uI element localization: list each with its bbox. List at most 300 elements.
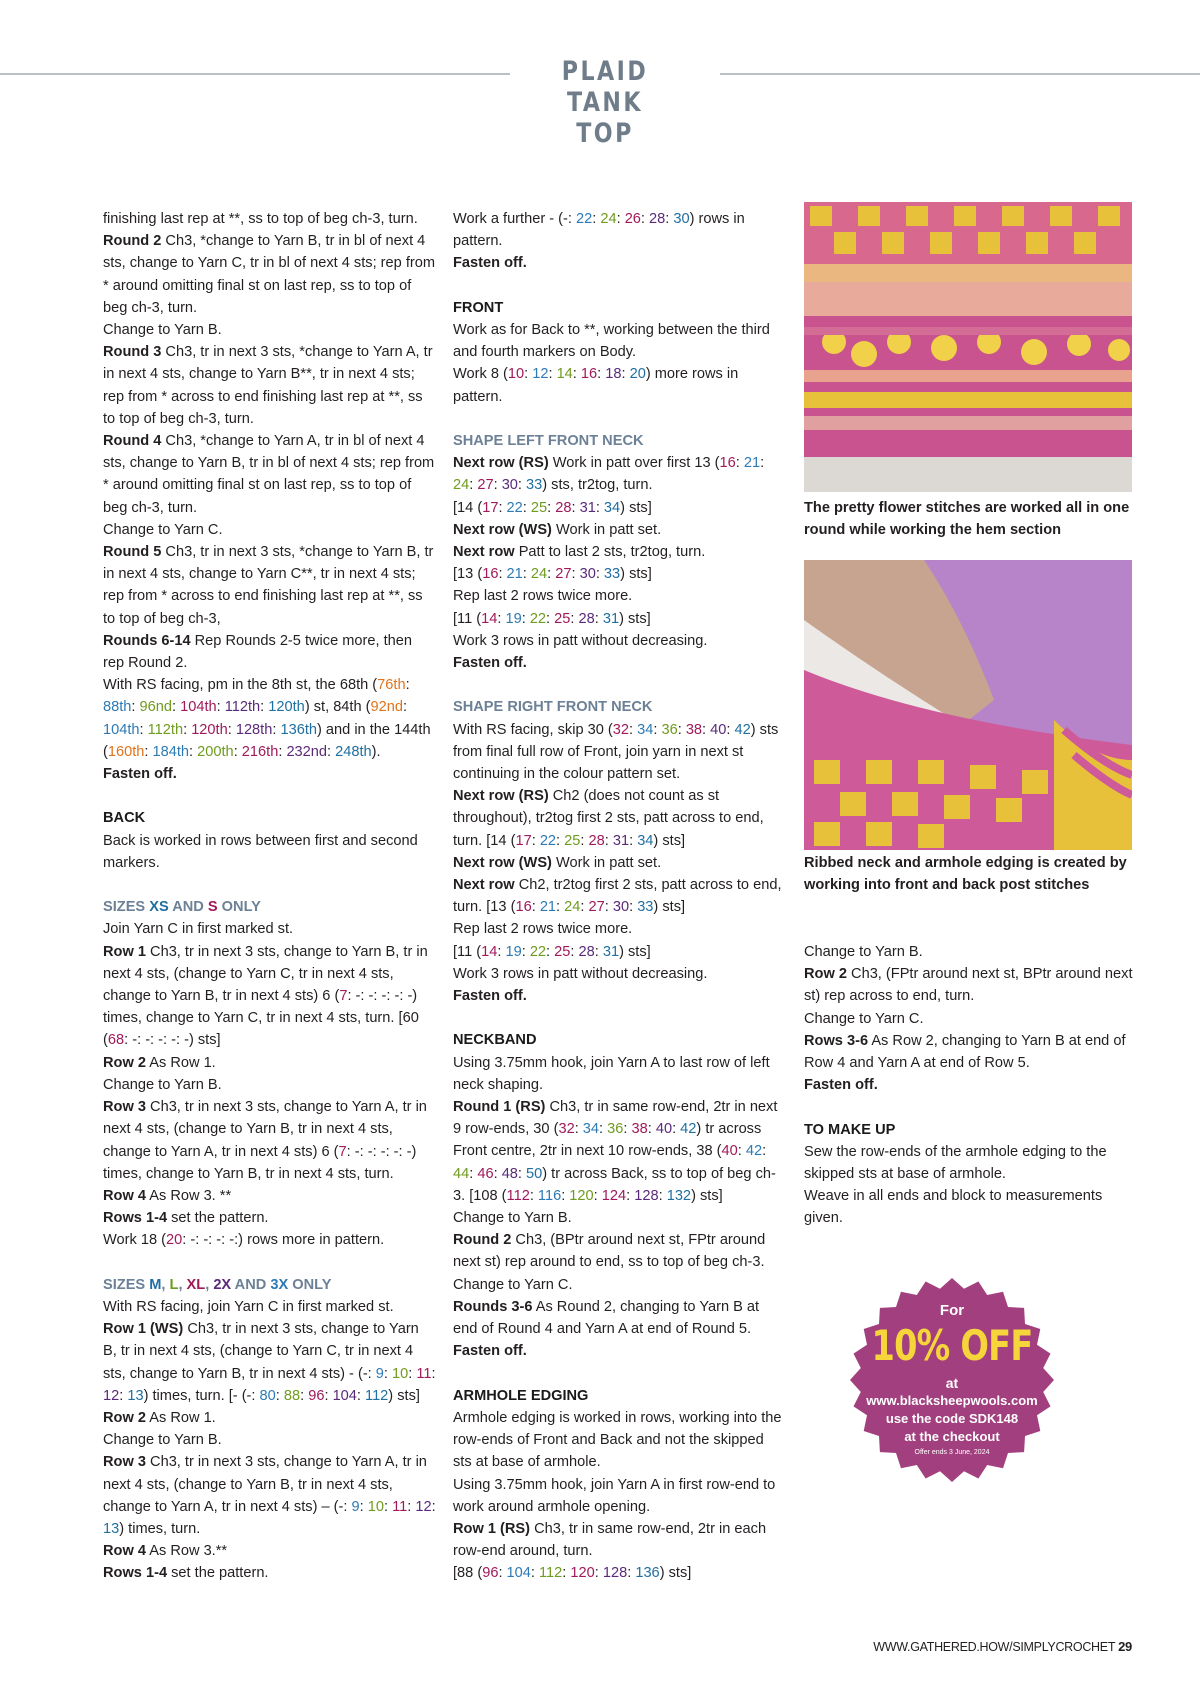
text-run: Round 2 xyxy=(103,233,162,250)
text-run: : xyxy=(570,943,579,960)
text-run: 32 xyxy=(612,721,630,738)
text-run: Change to Yarn C. xyxy=(804,1010,924,1027)
paragraph xyxy=(453,874,786,918)
text-run: 68 xyxy=(107,1032,125,1049)
text-run: Ch3, *change to Yarn B, tr in bl of next 4 sts, change to Yarn C, tr in bl of next 4 sts; rep from * around omitting final st on last rep, ss to top of beg ch-3, turn. xyxy=(103,233,436,316)
text-run: 184th xyxy=(152,743,190,760)
text-run: 10 xyxy=(392,1365,409,1382)
badge-discount: 10% OFF xyxy=(871,1321,1033,1370)
text-run: Next row (RS) xyxy=(453,788,549,805)
text-run: : xyxy=(593,1187,602,1204)
paragraph xyxy=(453,563,786,585)
text-run: 96 xyxy=(308,1387,325,1404)
text-run: : xyxy=(556,899,565,916)
text-run: : xyxy=(702,721,711,738)
text-run: 12 xyxy=(415,1498,432,1515)
paragraph-gap xyxy=(103,785,436,807)
text-run: 42 xyxy=(734,721,751,738)
paragraph xyxy=(103,1318,436,1407)
text-run: ) sts] xyxy=(619,610,651,627)
text-run: 25 xyxy=(564,832,581,849)
text-run: BACK xyxy=(103,810,146,827)
text-run: 14 xyxy=(481,610,498,627)
paragraph xyxy=(103,430,436,519)
text-run: 96 xyxy=(482,1565,499,1582)
text-run: Next row (WS) xyxy=(453,854,552,871)
paragraph xyxy=(453,1207,786,1229)
text-run: ) sts, tr2tog, turn. xyxy=(542,477,653,494)
text-run: Ch3, tr in next 3 sts, change to Yarn B, tr in next 4 sts, (change to Yarn C, tr in next 4 sts, change to Yarn B, tr in next 4 sts) 6 ( xyxy=(103,943,428,1005)
text-run: Ch3, tr in same row-end, 2tr in each row-end around, turn. xyxy=(453,1520,767,1560)
text-run: 25 xyxy=(530,499,548,516)
text-run: Round 4 xyxy=(103,433,162,450)
text-run: Sew the row-ends of the armhole edging to the skipped sts at base of armhole. xyxy=(804,1143,1107,1183)
text-run: : xyxy=(762,1143,767,1160)
text-run: 27 xyxy=(477,477,494,494)
text-run: : -: -: -: -:) rows more in pattern. xyxy=(182,1232,385,1249)
badge-fine-print: Offer ends 3 June, 2024 xyxy=(914,1449,990,1456)
text-run: Row 2 xyxy=(103,1409,146,1426)
text-run: 14 xyxy=(556,366,573,383)
paragraph xyxy=(103,319,436,341)
text-run: 136 xyxy=(635,1565,660,1582)
text-run: 21 xyxy=(506,566,523,583)
text-run: Rows 1-4 xyxy=(103,1210,168,1227)
text-run: 22 xyxy=(529,943,547,960)
text-run: ) tr across Front centre, 2tr in next 10 row-ends, 38 ( xyxy=(453,1121,762,1160)
text-run: Row 4 xyxy=(103,1187,146,1204)
text-run: : xyxy=(383,1365,393,1382)
text-run: 19 xyxy=(505,943,522,960)
header-rule-left xyxy=(0,73,510,75)
text-run: : xyxy=(546,610,555,627)
paragraph xyxy=(103,1540,436,1562)
discount-badge[interactable] xyxy=(849,1277,1055,1483)
text-run: 19 xyxy=(505,610,522,627)
paragraph xyxy=(453,1340,786,1362)
text-run: Round 2 xyxy=(453,1232,512,1249)
text-run: 116 xyxy=(537,1187,562,1204)
text-run: 216th xyxy=(241,743,279,760)
text-run: : xyxy=(493,1165,502,1182)
paragraph xyxy=(103,1407,436,1429)
text-run: 10 xyxy=(367,1498,384,1515)
text-run: ) more rows in pattern. xyxy=(453,366,739,405)
paragraph xyxy=(804,1119,1134,1141)
text-run: set the pattern. xyxy=(167,1210,269,1227)
text-run: 30 xyxy=(612,899,630,916)
text-run: : xyxy=(735,455,744,472)
paragraph xyxy=(453,452,786,496)
text-run: AND xyxy=(168,899,208,916)
text-run: [11 ( xyxy=(453,610,482,627)
text-run: 46 xyxy=(477,1165,494,1182)
text-run: 104 xyxy=(506,1565,531,1582)
text-run: 34 xyxy=(637,721,654,738)
text-run: Row 2 xyxy=(804,966,847,983)
text-run: 7 xyxy=(338,1143,347,1160)
text-run: : xyxy=(574,1121,583,1138)
text-run: 232nd xyxy=(286,743,328,760)
text-run: FRONT xyxy=(453,299,504,316)
text-run: Using 3.75mm hook, join Yarn A to last row of left neck shaping. xyxy=(453,1054,770,1093)
paragraph xyxy=(103,896,436,918)
text-run: 21 xyxy=(743,455,761,472)
text-run: SHAPE RIGHT FRONT NECK xyxy=(453,699,653,716)
text-run: 27 xyxy=(588,899,605,916)
text-run: 92nd xyxy=(370,699,403,716)
paragraph xyxy=(453,985,786,1007)
text-run: As Row 3.** xyxy=(145,1543,228,1560)
text-run: Join Yarn C in first marked st. xyxy=(103,921,294,938)
text-run: With RS facing, pm in the 8th st, the 68th ( xyxy=(103,677,378,694)
text-run: Round 5 xyxy=(103,544,162,561)
text-run: : xyxy=(530,1565,540,1582)
text-run: : xyxy=(521,943,530,960)
text-run: : xyxy=(737,1143,746,1160)
text-run: 11 xyxy=(392,1498,408,1515)
text-run: Ch3, tr in next 3 sts, change to Yarn A, tr in next 4 sts, (change to Yarn B, tr in next 4 sts, change to Yarn A, tr in next 4 sts) – (-: xyxy=(103,1454,427,1515)
text-run: ) sts from final full row of Front, join yarn in next st continuing in the colour pattern set. xyxy=(453,721,779,783)
paragraph xyxy=(453,519,786,541)
text-run: Row 4 xyxy=(103,1543,146,1560)
text-run: Rows 3-6 xyxy=(804,1032,869,1049)
text-run: 128th xyxy=(235,721,273,738)
text-run: : xyxy=(260,699,269,716)
text-run: 25 xyxy=(554,943,571,960)
text-run: : xyxy=(171,699,181,716)
text-run: : xyxy=(521,610,530,627)
text-run: : xyxy=(640,211,650,227)
text-run: : xyxy=(571,566,580,583)
text-run: 31 xyxy=(579,499,596,516)
text-run: ONLY xyxy=(288,1276,332,1293)
text-run: Rep last 2 rows twice more. xyxy=(453,588,633,605)
text-run: Change to Yarn B. xyxy=(103,322,222,339)
paragraph xyxy=(804,1185,1134,1229)
text-run: 160th xyxy=(107,743,145,760)
paragraph xyxy=(453,608,786,630)
text-run: Rounds 3-6 xyxy=(453,1298,533,1315)
text-run: : xyxy=(580,832,589,849)
text-run: finishing last rep at **, ss to top of beg ch-3, turn. xyxy=(103,211,418,227)
text-run: As Row 2, changing to Yarn B at end of Row 4 and Yarn A at end of Row 5. xyxy=(804,1032,1126,1072)
text-run: As Row 1. xyxy=(145,1054,216,1071)
text-run: : xyxy=(629,721,638,738)
text-run: 112 xyxy=(365,1387,389,1404)
text-run: 9 xyxy=(351,1498,360,1515)
text-run: Row 3 xyxy=(103,1099,146,1116)
text-run: Work 3 rows in patt without decreasing. xyxy=(453,965,708,982)
text-run: : xyxy=(616,211,625,227)
text-run: 22 xyxy=(529,610,547,627)
text-run: ) rows in pattern. xyxy=(453,211,745,250)
text-run: Using 3.75mm hook, join Yarn A in first row-end to work around armhole opening. xyxy=(453,1476,776,1515)
text-run: 112th xyxy=(147,721,184,738)
text-run: : xyxy=(547,566,556,583)
column-middle xyxy=(453,208,786,1585)
text-run: ) times, turn. xyxy=(119,1520,201,1537)
text-run: 16 xyxy=(482,566,499,583)
text-run: 34 xyxy=(637,832,654,849)
text-run: 42 xyxy=(745,1143,763,1160)
text-run: [13 ( xyxy=(453,566,483,583)
paragraph xyxy=(453,652,786,674)
text-run: ) st, 84th ( xyxy=(304,699,371,716)
text-run: 88 xyxy=(283,1387,301,1404)
text-run: : xyxy=(524,366,533,383)
text-run: 50 xyxy=(526,1165,543,1182)
paragraph xyxy=(453,630,786,652)
badge-for: For xyxy=(939,1302,965,1319)
badge-code-line: use the code SDK148 xyxy=(885,1411,1019,1426)
text-run: TO MAKE UP xyxy=(804,1121,896,1138)
paragraph xyxy=(453,208,786,252)
text-run: L xyxy=(169,1276,179,1293)
text-run: S xyxy=(207,899,218,916)
text-run: : xyxy=(627,1565,636,1582)
text-run: : xyxy=(580,899,589,916)
text-run: Ch3, tr in same row-end, 2tr in next 9 row-ends, 30 ( xyxy=(453,1099,778,1138)
text-run: 33 xyxy=(526,477,543,494)
paragraph xyxy=(103,1052,436,1074)
text-run: 248th xyxy=(335,743,372,760)
text-run: Next row (RS) xyxy=(453,455,549,472)
text-run: 21 xyxy=(539,899,557,916)
text-run: XS xyxy=(149,899,169,916)
text-run: Fasten off. xyxy=(453,255,527,272)
text-run: 17 xyxy=(515,832,532,849)
text-run: Round 1 (RS) xyxy=(453,1099,546,1116)
text-run: 104th xyxy=(103,721,140,738)
text-run: 40 xyxy=(721,1143,738,1160)
text-run: 32 xyxy=(558,1121,575,1138)
text-run: 112 xyxy=(539,1565,563,1582)
paragraph xyxy=(453,1474,786,1518)
text-run: : xyxy=(517,477,527,494)
paragraph xyxy=(103,1096,436,1185)
text-run: Change to Yarn B. xyxy=(453,1210,572,1227)
text-run: Fasten off. xyxy=(453,655,527,672)
text-run: Ch3, (BPtr around next st, FPtr around next st) rep around to end, ss to top of beg ch-3. xyxy=(453,1232,766,1271)
paragraph xyxy=(103,1185,436,1207)
text-run: XL xyxy=(186,1276,206,1293)
photo-neck-edging xyxy=(804,560,1132,850)
text-run: : -: -: -: -: -) times, change to Yarn C, tr in next 4 sts, turn. [60 ( xyxy=(103,988,419,1049)
text-run: ) sts] xyxy=(620,566,652,583)
text-run: 28 xyxy=(578,610,595,627)
text-run: : xyxy=(407,1498,416,1515)
text-run: : xyxy=(626,1187,635,1204)
text-run: 38 xyxy=(631,1121,648,1138)
text-run: Next row xyxy=(453,877,515,894)
text-run: AND xyxy=(231,1276,271,1293)
text-run: 120th xyxy=(191,721,228,738)
text-run: : xyxy=(359,1498,368,1515)
text-run: : xyxy=(233,743,242,760)
text-run: ) sts] xyxy=(388,1387,420,1404)
text-run: Work in patt set. xyxy=(551,854,662,871)
text-run: Ch2, tr2tog first 2 sts, patt across to end, turn. [13 ( xyxy=(453,877,782,916)
paragraph xyxy=(453,1029,786,1051)
text-run: Change to Yarn B. xyxy=(103,1432,222,1449)
text-run: Work 8 ( xyxy=(453,366,508,383)
paragraph xyxy=(103,918,436,940)
text-run: Row 1 xyxy=(103,943,146,960)
text-run: Work 3 rows in patt without decreasing. xyxy=(453,632,708,649)
text-run: 22 xyxy=(539,832,557,849)
text-run: : xyxy=(604,899,613,916)
text-run: 31 xyxy=(602,610,620,627)
text-run: 16 xyxy=(580,366,598,383)
text-run: 30 xyxy=(579,566,596,583)
text-run: 40 xyxy=(710,721,727,738)
text-run: Work a further - (-: xyxy=(453,211,576,227)
text-run: : xyxy=(529,1187,538,1204)
text-run: Ch3, tr in next 3 sts, change to Yarn B, tr in next 4 sts, (change to Yarn C, tr in next 4 sts, change to Yarn B, tr in next 4 sts) - (-: xyxy=(103,1321,419,1382)
badge-url[interactable]: www.blacksheepwools.com xyxy=(866,1393,1038,1408)
paragraph xyxy=(804,1141,1134,1185)
text-run: Ch3, tr in next 3 sts, change to Yarn A, tr in next 4 sts, (change to Yarn B, tr in next 4 sts, change to Yarn A, tr in next 4 sts) 6 ( xyxy=(103,1099,427,1160)
text-run: : xyxy=(522,499,531,516)
page-number: 29 xyxy=(1118,1639,1132,1654)
text-run: : xyxy=(327,743,336,760)
text-run: Ch3, tr in next 3 sts, *change to Yarn B, tr in next 4 sts, change to Yarn C**, tr in next 4 sts; rep from * across to end finishing last rep at **, ss to top of beg ch-3, xyxy=(103,544,434,627)
text-run: 24 xyxy=(453,477,470,494)
text-run: 27 xyxy=(555,566,572,583)
paragraph xyxy=(103,1429,436,1451)
text-run: 9 xyxy=(375,1365,384,1382)
text-run: Ch3, (FPtr around next st, BPtr around next st) rep across to end, turn. xyxy=(804,966,1133,1005)
paragraph xyxy=(804,941,1134,963)
text-run: : xyxy=(405,677,410,694)
text-run: : xyxy=(604,832,613,849)
paragraph-gap xyxy=(103,1252,436,1274)
text-run: Row 2 xyxy=(103,1054,146,1071)
text-run: 3X xyxy=(270,1276,289,1293)
text-run: ) sts] xyxy=(653,899,686,916)
text-run: Fasten off. xyxy=(804,1077,878,1094)
paragraph xyxy=(103,230,436,319)
text-run: : xyxy=(658,1187,667,1204)
paragraph xyxy=(103,630,436,674)
text-run: : xyxy=(629,899,638,916)
text-run: : xyxy=(594,1565,603,1582)
text-run: Change to Yarn C. xyxy=(103,521,223,538)
text-run: 28 xyxy=(555,499,572,516)
text-run: Next row xyxy=(453,544,515,561)
text-run: [14 ( xyxy=(453,499,483,516)
text-run: : xyxy=(621,366,630,383)
paragraph xyxy=(103,1207,436,1229)
text-run: 124 xyxy=(601,1187,627,1204)
badge-checkout: at the checkout xyxy=(904,1429,1000,1444)
text-run: ) sts] xyxy=(691,1187,723,1204)
text-run: 30 xyxy=(673,211,690,227)
text-run: Rounds 6-14 xyxy=(103,632,191,649)
paragraph-gap xyxy=(453,408,786,430)
text-run: NECKBAND xyxy=(453,1032,537,1049)
text-run: : xyxy=(572,366,581,383)
text-run: Armhole edging is worked in rows, working into the row-ends of Front and Back and not the skipped sts at base of armhole. xyxy=(453,1409,782,1471)
text-run: 24 xyxy=(564,899,581,916)
footer-url[interactable]: WWW.GATHERED.HOW/SIMPLYCROCHET xyxy=(873,1640,1115,1654)
paragraph-gap xyxy=(453,275,786,297)
text-run: 112th xyxy=(224,699,261,716)
text-run: 13 xyxy=(103,1520,120,1537)
paragraph xyxy=(453,541,786,563)
text-run: 25 xyxy=(554,610,571,627)
text-run: : xyxy=(402,699,408,716)
text-run: : xyxy=(408,1365,417,1382)
paragraph xyxy=(453,363,786,407)
text-run: , xyxy=(178,1276,187,1293)
paragraph xyxy=(453,430,786,452)
photo-hem-flowers xyxy=(804,202,1132,492)
text-run: 30 xyxy=(501,477,518,494)
paragraph xyxy=(103,1274,436,1296)
text-run: With RS facing, join Yarn C in first marked st. xyxy=(103,1298,394,1315)
text-run: 40 xyxy=(655,1121,673,1138)
paragraph xyxy=(804,963,1134,1007)
text-run: 28 xyxy=(588,832,605,849)
paragraph xyxy=(103,1562,436,1584)
paragraph-gap xyxy=(453,1007,786,1029)
text-run: Rep last 2 rows twice more. xyxy=(453,921,633,938)
text-run: ) times, turn. [- (-: xyxy=(143,1387,260,1404)
text-run: : xyxy=(594,610,603,627)
paragraph xyxy=(453,1052,786,1096)
text-run: 120th xyxy=(268,699,305,716)
text-run: 132 xyxy=(666,1187,692,1204)
text-run: 128 xyxy=(634,1187,659,1204)
paragraph xyxy=(453,852,786,874)
paragraph xyxy=(453,1229,786,1273)
text-run: : xyxy=(548,366,557,383)
text-run: 16 xyxy=(719,455,736,472)
text-run: Change to Yarn C. xyxy=(453,1276,573,1293)
text-run: : xyxy=(531,832,540,849)
column-left xyxy=(103,208,436,1585)
text-run: 34 xyxy=(603,499,621,516)
text-run: [88 ( xyxy=(453,1565,483,1582)
text-run: 104th xyxy=(180,699,217,716)
paragraph xyxy=(103,941,436,1052)
text-run: : xyxy=(647,1121,656,1138)
paragraph xyxy=(453,585,786,607)
text-run: 28 xyxy=(578,943,595,960)
text-run: 44 xyxy=(453,1165,470,1182)
text-run: 14 xyxy=(481,943,498,960)
text-run: Change to Yarn B. xyxy=(804,944,923,960)
paragraph-gap xyxy=(804,1096,1134,1118)
footer xyxy=(873,1639,1132,1654)
text-run: : xyxy=(629,832,638,849)
text-run: : xyxy=(278,743,287,760)
text-run: As Row 3. ** xyxy=(145,1187,232,1204)
text-run: SHAPE LEFT FRONT NECK xyxy=(453,433,644,449)
text-run: ) sts] xyxy=(659,1565,692,1582)
paragraph xyxy=(453,1096,786,1207)
text-run: : xyxy=(431,1498,436,1515)
text-run: 7 xyxy=(339,988,348,1005)
paragraph xyxy=(453,785,786,852)
paragraph-gap xyxy=(103,874,436,896)
text-run: SIZES xyxy=(103,899,150,916)
text-run: : xyxy=(570,610,579,627)
text-run: ) and in the 144th ( xyxy=(103,721,431,760)
text-run: 120 xyxy=(570,1565,595,1582)
